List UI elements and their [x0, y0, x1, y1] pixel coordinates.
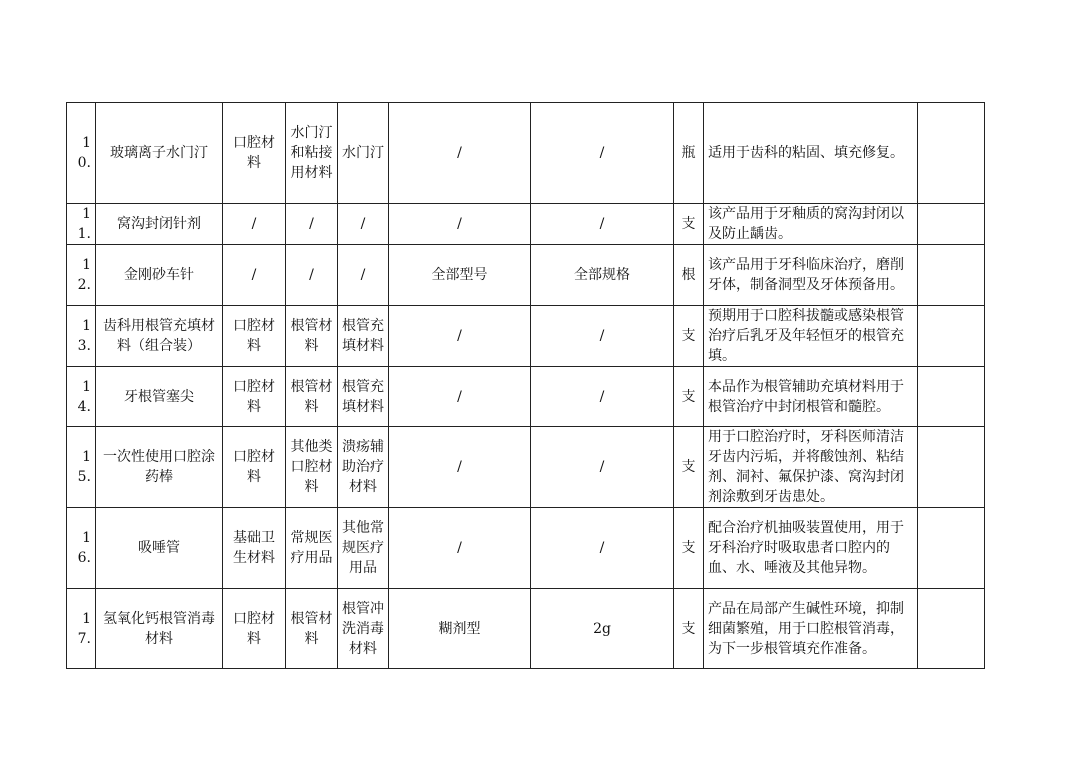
- product-name: 窝沟封闭针剂: [96, 204, 223, 245]
- product-name: 氢氧化钙根管消毒材料: [96, 589, 223, 669]
- category-level-3: /: [338, 204, 389, 245]
- category-level-3: 水门汀: [338, 103, 389, 204]
- description-cell: 本品作为根管辅助充填材料用于根管治疗中封闭根管和髓腔。: [704, 367, 918, 427]
- remarks-cell: [918, 589, 985, 669]
- category-level-3: 其他常规医疗用品: [338, 508, 389, 589]
- category-level-2: 其他类口腔材料: [286, 427, 338, 508]
- specification-cell: /: [531, 508, 674, 589]
- description-cell: 配合治疗机抽吸装置使用，用于牙科治疗时吸取患者口腔内的血、水、唾液及其他异物。: [704, 508, 918, 589]
- table-row: [67, 427, 985, 508]
- table-row: [67, 367, 985, 427]
- specification-cell: /: [531, 306, 674, 367]
- specification-cell: /: [531, 367, 674, 427]
- description-cell: 预期用于口腔科拔髓或感染根管治疗后乳牙及年轻恒牙的根管充填。: [704, 306, 918, 367]
- model-cell: /: [389, 508, 531, 589]
- unit-cell: 支: [674, 204, 704, 245]
- unit-cell: 根: [674, 245, 704, 306]
- category-level-1: 口腔材料: [223, 427, 286, 508]
- row-number: 13.: [67, 306, 96, 367]
- category-level-3: 根管充填材料: [338, 306, 389, 367]
- category-level-1: 口腔材料: [223, 589, 286, 669]
- remarks-cell: [918, 367, 985, 427]
- row-number: 16.: [67, 508, 96, 589]
- model-cell: /: [389, 367, 531, 427]
- remarks-cell: [918, 204, 985, 245]
- table-row: [67, 508, 985, 589]
- table-row: [67, 245, 985, 306]
- table-row: [67, 103, 985, 204]
- description-cell: 用于口腔治疗时，牙科医师清洁牙齿内污垢，并将酸蚀剂、粘结剂、洞衬、氟保护漆、窝沟封闭剂涂敷到牙齿患处。: [704, 427, 918, 508]
- category-level-2: /: [286, 204, 338, 245]
- unit-cell: 支: [674, 427, 704, 508]
- unit-cell: 支: [674, 367, 704, 427]
- product-name: 吸唾管: [96, 508, 223, 589]
- product-name: 一次性使用口腔涂药棒: [96, 427, 223, 508]
- specification-cell: /: [531, 204, 674, 245]
- category-level-1: 口腔材料: [223, 367, 286, 427]
- model-cell: /: [389, 204, 531, 245]
- category-level-2: 常规医疗用品: [286, 508, 338, 589]
- category-level-1: 口腔材料: [223, 103, 286, 204]
- product-name: 玻璃离子水门汀: [96, 103, 223, 204]
- document-table: [66, 102, 985, 669]
- remarks-cell: [918, 306, 985, 367]
- category-level-3: 溃疡辅助治疗材料: [338, 427, 389, 508]
- row-number: 15.: [67, 427, 96, 508]
- row-number: 11.: [67, 204, 96, 245]
- row-number: 17.: [67, 589, 96, 669]
- row-number: 10.: [67, 103, 96, 204]
- remarks-cell: [918, 508, 985, 589]
- remarks-cell: [918, 103, 985, 204]
- model-cell: /: [389, 103, 531, 204]
- category-level-2: /: [286, 245, 338, 306]
- remarks-cell: [918, 245, 985, 306]
- row-number: 14.: [67, 367, 96, 427]
- table-row: [67, 204, 985, 245]
- specification-cell: 全部规格: [531, 245, 674, 306]
- unit-cell: 支: [674, 306, 704, 367]
- table-row: [67, 306, 985, 367]
- model-cell: 全部型号: [389, 245, 531, 306]
- model-cell: /: [389, 306, 531, 367]
- model-cell: 糊剂型: [389, 589, 531, 669]
- description-cell: 适用于齿科的粘固、填充修复。: [704, 103, 918, 204]
- category-level-1: 基础卫生材料: [223, 508, 286, 589]
- unit-cell: 支: [674, 589, 704, 669]
- description-cell: 该产品用于牙釉质的窝沟封闭以及防止龋齿。: [704, 204, 918, 245]
- category-level-3: /: [338, 245, 389, 306]
- unit-cell: 支: [674, 508, 704, 589]
- table-row: [67, 589, 985, 669]
- category-level-2: 根管材料: [286, 589, 338, 669]
- unit-cell: 瓶: [674, 103, 704, 204]
- specification-cell: /: [531, 103, 674, 204]
- row-number: 12.: [67, 245, 96, 306]
- remarks-cell: [918, 427, 985, 508]
- product-name: 齿科用根管充填材料（组合装）: [96, 306, 223, 367]
- category-level-1: 口腔材料: [223, 306, 286, 367]
- category-level-3: 根管冲洗消毒材料: [338, 589, 389, 669]
- category-level-2: 根管材料: [286, 306, 338, 367]
- specification-cell: /: [531, 427, 674, 508]
- description-cell: 产品在局部产生碱性环境，抑制细菌繁殖，用于口腔根管消毒，为下一步根管填充作准备。: [704, 589, 918, 669]
- model-cell: /: [389, 427, 531, 508]
- category-level-2: 水门汀和粘接用材料: [286, 103, 338, 204]
- table-body: [67, 103, 985, 669]
- product-name: 金刚砂车针: [96, 245, 223, 306]
- category-level-2: 根管材料: [286, 367, 338, 427]
- category-level-3: 根管充填材料: [338, 367, 389, 427]
- specification-cell: 2g: [531, 589, 674, 669]
- category-level-1: /: [223, 245, 286, 306]
- description-cell: 该产品用于牙科临床治疗，磨削牙体，制备洞型及牙体预备用。: [704, 245, 918, 306]
- product-name: 牙根管塞尖: [96, 367, 223, 427]
- category-level-1: /: [223, 204, 286, 245]
